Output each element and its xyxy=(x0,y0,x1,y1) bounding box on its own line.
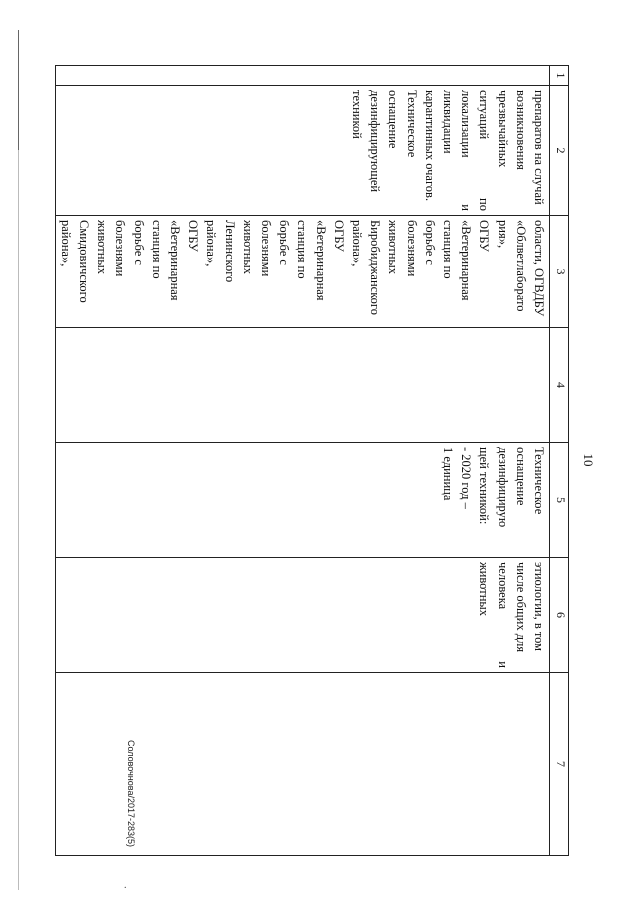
text-word: и xyxy=(495,661,510,668)
col-header-3: 3 xyxy=(550,216,569,328)
text-word: ситуаций xyxy=(477,90,492,140)
col-header-1: 1 xyxy=(550,66,569,86)
text-line: «Ветеринарная xyxy=(459,220,474,301)
text-line: ОГБУ xyxy=(477,220,492,252)
text-line: станция по xyxy=(149,220,164,279)
text-line: борьбе с xyxy=(422,220,437,265)
text-line: числе общих для xyxy=(513,562,528,653)
text-line: района», xyxy=(204,220,219,267)
cell-col-2 xyxy=(55,86,549,216)
text-line: ОГБУ xyxy=(186,220,201,252)
text-line: рия», xyxy=(495,220,510,249)
text-line: дезинфицирую xyxy=(495,447,510,528)
text-line: станция по xyxy=(295,220,310,279)
cell-col-4 xyxy=(55,328,549,443)
text-line: Смидовичского xyxy=(76,220,91,303)
text-line: карантинных очагов. xyxy=(422,90,437,202)
text-line: щей техникой: xyxy=(477,447,492,525)
text-line: этиологии, в том xyxy=(532,562,546,652)
text-line: борьбе с xyxy=(277,220,292,265)
cell-col-3 xyxy=(55,216,549,328)
text-line: станция по xyxy=(440,220,455,279)
col-header-5: 5 xyxy=(550,443,569,558)
text-line: области, ОГВДБУ xyxy=(532,220,546,317)
cell-col-1 xyxy=(55,66,549,86)
scan-edge-line xyxy=(18,30,19,890)
text-line: «Ветеринарная xyxy=(313,220,328,301)
text-line: оснащение xyxy=(513,447,528,506)
col-header-6: 6 xyxy=(550,558,569,673)
text-line: болезнями xyxy=(404,220,419,277)
text-line: ОГБУ xyxy=(331,220,346,252)
text-line: ликвидации xyxy=(440,90,455,154)
col-header-4: 4 xyxy=(550,328,569,443)
text-line: Техническое xyxy=(404,90,419,158)
text-line: «Ветеринарная xyxy=(167,220,182,301)
col5-text xyxy=(438,443,549,557)
text-word: по xyxy=(477,198,492,211)
justified-line xyxy=(475,90,493,211)
text-word: и xyxy=(459,204,474,211)
justified-line xyxy=(457,90,475,211)
text-line: Ленинского xyxy=(222,220,237,283)
page-number: 10 xyxy=(581,453,596,467)
text-line: возникновения xyxy=(513,90,528,170)
col3-text xyxy=(56,216,549,327)
text-line: Техническое xyxy=(532,447,546,515)
text-line: животных xyxy=(386,220,401,275)
text-line: 1 единица xyxy=(440,447,455,501)
scan-dot: . xyxy=(124,880,127,891)
table-row xyxy=(55,66,549,856)
cell-col-5 xyxy=(55,443,549,558)
cell-col-6 xyxy=(55,558,549,673)
text-line: техникой xyxy=(349,90,364,139)
text-line: района», xyxy=(349,220,364,267)
text-line: - 2020 год – xyxy=(459,447,474,509)
text-word: локализации xyxy=(459,90,474,158)
text-line: района», xyxy=(58,220,73,267)
text-line: животных xyxy=(240,220,255,275)
text-word: человека xyxy=(495,562,510,610)
text-line: Биробиджанского xyxy=(368,220,383,315)
text-line: «Облветлаборато xyxy=(513,220,528,312)
text-line: животных xyxy=(95,220,110,275)
data-table xyxy=(55,65,569,856)
text-line: препаратов на случай xyxy=(532,90,546,205)
scan-edge-line-dark xyxy=(18,30,19,150)
rotated-document-page xyxy=(58,65,614,855)
justified-line xyxy=(493,562,511,668)
footer-code: Соловочнова/2017-283(5) xyxy=(126,739,136,847)
text-line: борьбе с xyxy=(131,220,146,265)
text-line: болезнями xyxy=(258,220,273,277)
text-line: чрезвычайных xyxy=(495,90,510,168)
col-header-2: 2 xyxy=(550,86,569,216)
text-line: животных xyxy=(477,562,492,617)
header-row xyxy=(550,66,569,856)
text-line: болезнями xyxy=(113,220,128,277)
text-line: оснащение xyxy=(386,90,401,149)
text-line: дезинфицирующей xyxy=(368,90,383,193)
col-header-7: 7 xyxy=(550,673,569,856)
